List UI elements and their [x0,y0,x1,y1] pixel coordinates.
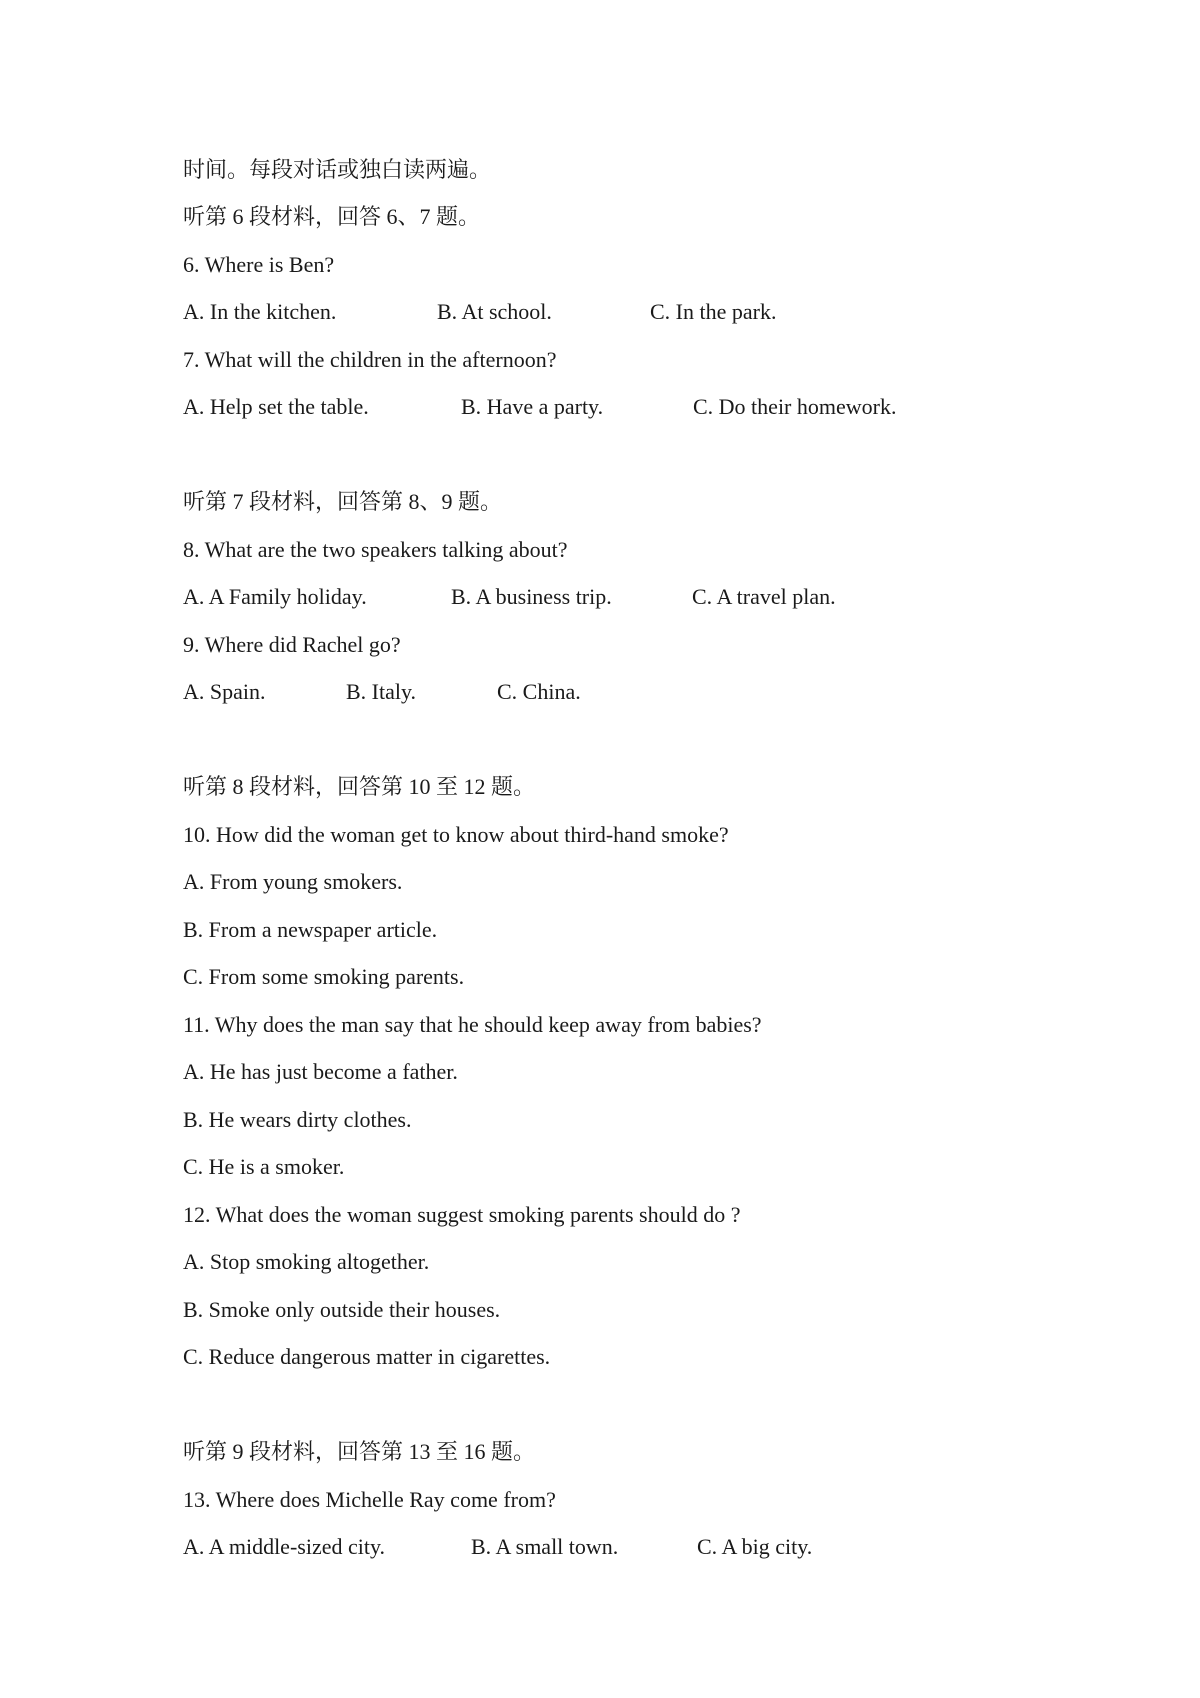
section-8-header: 听第 8 段材料，回答第 10 至 12 题。 [183,774,536,799]
question-10-option-b: B. From a newspaper article. [183,917,438,942]
section-6-header: 听第 6 段材料，回答 6、7 题。 [183,204,481,229]
question-12-option-b: B. Smoke only outside their houses. [183,1297,501,1322]
question-13-option-b: B. A small town. [471,1534,619,1559]
question-7-option-b: B. Have a party. [461,394,604,419]
question-11-option-a: A. He has just become a father. [183,1059,458,1084]
question-11-stem: 11. Why does the man say that he should keep away from babies? [183,1012,762,1037]
question-13-stem: 13. Where does Michelle Ray come from? [183,1487,556,1512]
question-9-option-c: C. China. [497,679,581,704]
question-9-option-a: A. Spain. [183,679,266,704]
question-10-stem: 10. How did the woman get to know about third-hand smoke? [183,822,729,847]
intro-text: 时间。每段对话或独白读两遍。 [183,157,492,182]
question-10-option-c: C. From some smoking parents. [183,964,465,989]
question-8-stem: 8. What are the two speakers talking about? [183,537,568,562]
question-9-option-b: B. Italy. [346,679,417,704]
question-6-option-c: C. In the park. [650,299,777,324]
question-12-option-c: C. Reduce dangerous matter in cigarettes. [183,1344,551,1369]
section-7-header: 听第 7 段材料，回答第 8、9 题。 [183,489,503,514]
question-10-option-a: A. From young smokers. [183,869,403,894]
question-8-option-a: A. A Family holiday. [183,584,367,609]
question-13-option-c: C. A big city. [697,1534,813,1559]
question-6-option-b: B. At school. [437,299,552,324]
section-9-header: 听第 9 段材料，回答第 13 至 16 题。 [183,1439,536,1464]
question-7-option-a: A. Help set the table. [183,394,369,419]
question-8-option-b: B. A business trip. [451,584,612,609]
question-7-stem: 7. What will the children in the afternoon? [183,347,557,372]
question-12-stem: 12. What does the woman suggest smoking parents should do ? [183,1202,741,1227]
question-11-option-c: C. He is a smoker. [183,1154,345,1179]
question-6-option-a: A. In the kitchen. [183,299,337,324]
question-12-option-a: A. Stop smoking altogether. [183,1249,430,1274]
question-13-option-a: A. A middle-sized city. [183,1534,386,1559]
question-6-stem: 6. Where is Ben? [183,252,335,277]
question-11-option-b: B. He wears dirty clothes. [183,1107,412,1132]
question-7-option-c: C. Do their homework. [693,394,897,419]
question-8-option-c: C. A travel plan. [692,584,836,609]
question-9-stem: 9. Where did Rachel go? [183,632,401,657]
